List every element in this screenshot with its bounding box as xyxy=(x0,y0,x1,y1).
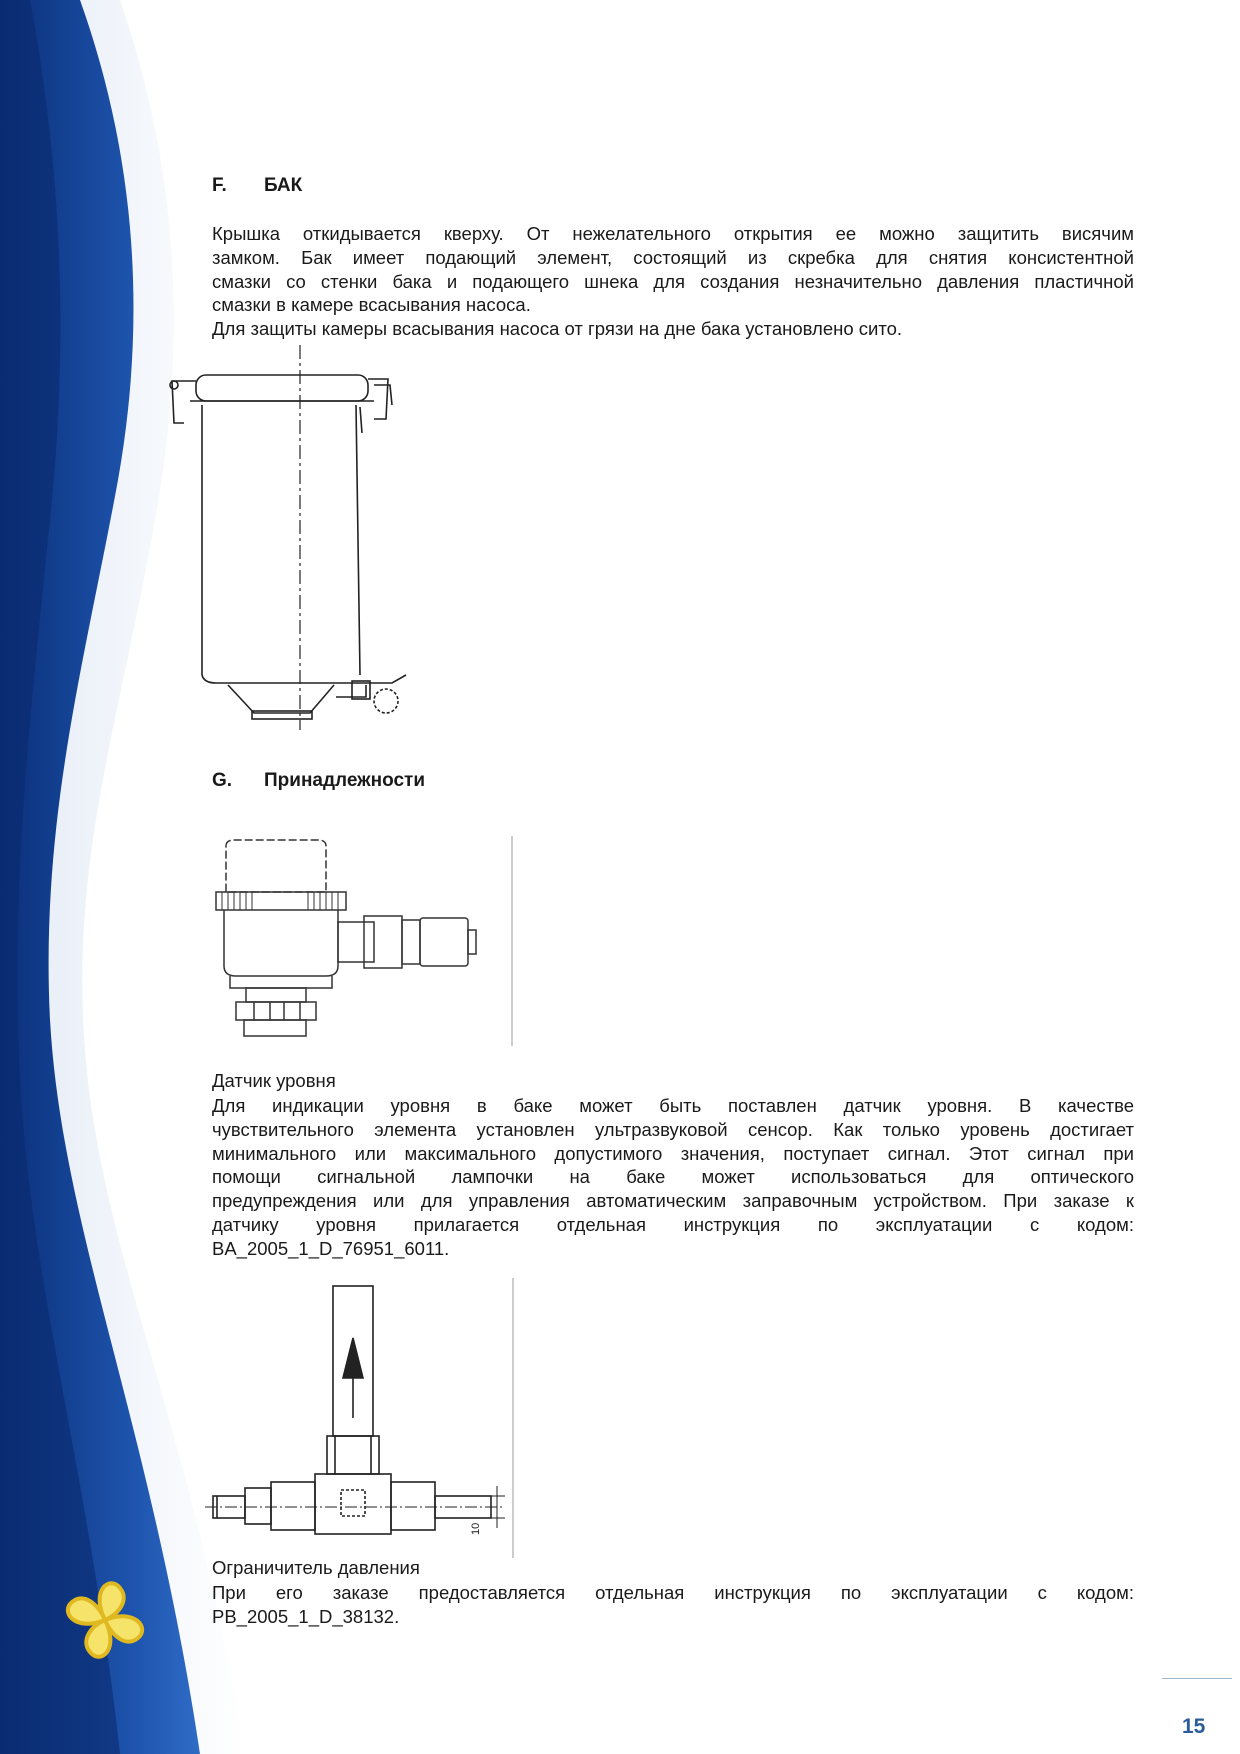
text-line: Крышка откидывается кверху. От нежелательного открытия ее можно защитить висячим xyxy=(212,223,1134,244)
clover-logo xyxy=(50,1570,160,1670)
page-number-divider xyxy=(1162,1678,1232,1679)
text-line: чувствительного элемента установлен ультразвуковой сенсор. Как только уровень достигает xyxy=(212,1118,1134,1140)
text-line: смазки в камере всасывания насоса. xyxy=(212,294,531,316)
section-f-title: БАК xyxy=(264,175,303,196)
text-line: Для защиты камеры всасывания насоса от грязи на дне бака установлено сито. xyxy=(212,318,903,340)
text-line: замком. Бак имеет подающий элемент, состоящий из скребка для снятия консистентной xyxy=(212,246,1134,268)
section-f-number: F. xyxy=(212,175,227,196)
text-line: помощи сигнальной лампочки на баке может использоваться для оптического xyxy=(212,1166,1134,1188)
pressure-limiter-drawing xyxy=(205,1278,525,1558)
text-line: При его заказе предоставляется отдельная инструкция по эксплуатации с кодом: xyxy=(212,1582,1134,1603)
text-line: предупреждения или для управления автоматическим заправочным устройством. При заказе к xyxy=(212,1190,1134,1212)
text-line: минимального или максимального допустимого значения, поступает сигнал. Этот сигнал при xyxy=(212,1142,1134,1164)
section-g-title: Принадлежности xyxy=(264,770,426,791)
dimension-label: 10 xyxy=(470,1522,482,1535)
tank-drawing xyxy=(160,345,440,745)
level-sensor-drawing xyxy=(208,836,518,1046)
text-line: датчику уровня прилагается отдельная инструкция по эксплуатации с кодом: xyxy=(212,1213,1134,1235)
text-line: BA_2005_1_D_76951_6011. xyxy=(212,1237,450,1259)
pressure-limiter-caption: Ограничитель давления xyxy=(212,1557,420,1578)
text-line: PB_2005_1_D_38132. xyxy=(212,1605,400,1627)
section-f-heading xyxy=(212,175,302,197)
section-g-heading xyxy=(212,770,425,792)
section-g-number: G. xyxy=(212,770,233,791)
section-f-paragraph xyxy=(212,222,1134,341)
page-number: 15 xyxy=(1182,1715,1206,1738)
text-line: смазки со стенки бака и подающего шнека для создания незначительно давления пластичной xyxy=(212,270,1134,292)
text-line: Для индикации уровня в баке может быть поставлен датчик уровня. В качестве xyxy=(212,1095,1134,1116)
pressure-limiter-paragraph xyxy=(212,1581,1134,1629)
level-sensor-paragraph xyxy=(212,1094,1134,1261)
level-sensor-caption: Датчик уровня xyxy=(212,1070,336,1091)
